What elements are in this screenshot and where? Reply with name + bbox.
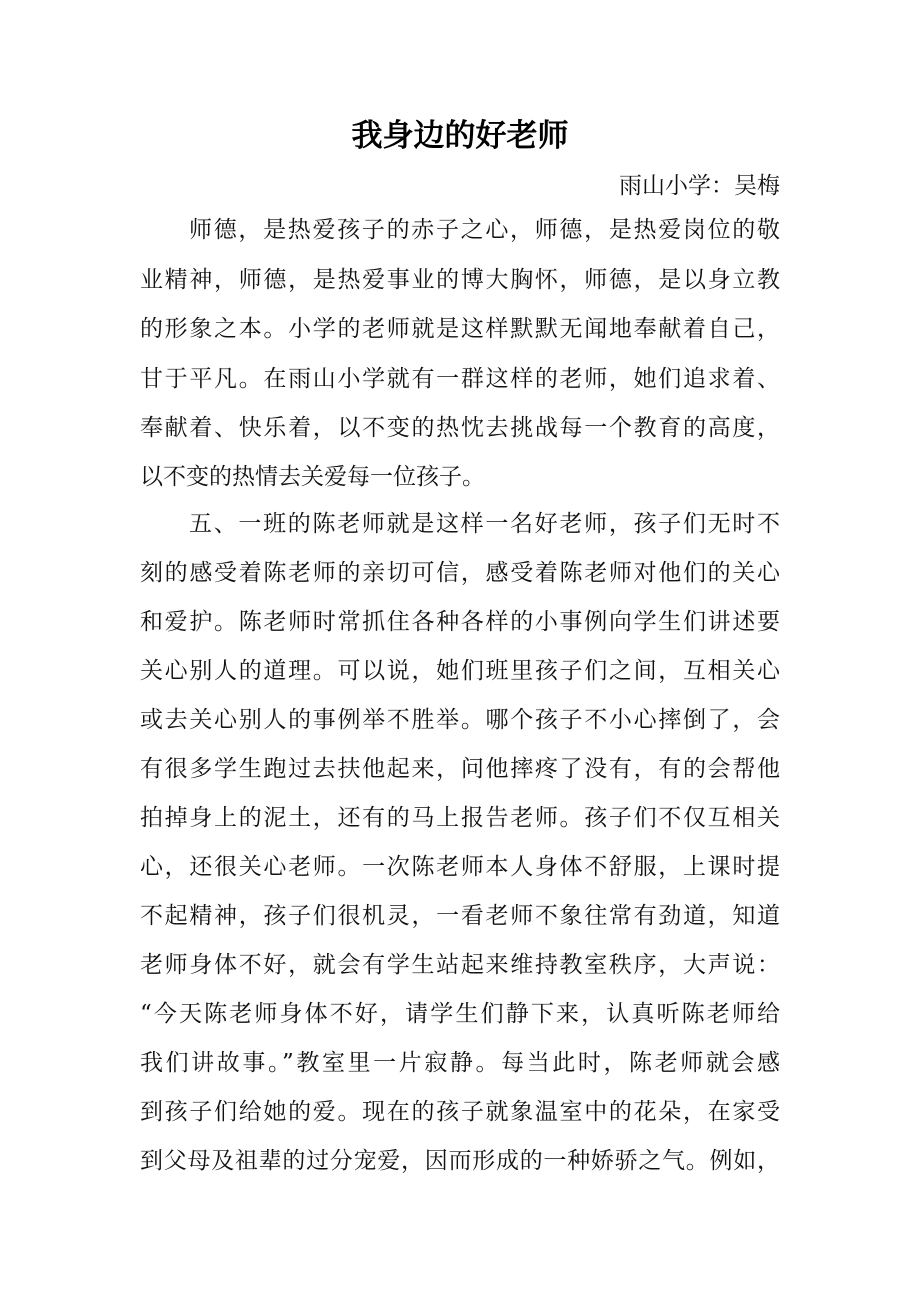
paragraph-2-line: 我们讲故事。”教室里一片寂静。每当此时，陈老师就会感: [140, 1050, 780, 1076]
paragraph-2-line: 老师身体不好，就会有学生站起来维持教室秩序，大声说：: [140, 952, 780, 978]
paragraph-2-line: “今天陈老师身体不好，请学生们静下来，认真听陈老师给: [140, 1001, 780, 1027]
paragraph-2-line: 和爱护。陈老师时常抓住各种各样的小事例向学生们讲述要: [140, 609, 780, 635]
paragraph-2-line: 到父母及祖辈的过分宠爱，因而形成的一种娇骄之气。例如，: [140, 1148, 780, 1174]
paragraph-2-line: 心，还很关心老师。一次陈老师本人身体不舒服，上课时提: [140, 854, 780, 880]
paragraph-2-line: 有很多学生跑过去扶他起来，问他摔疼了没有，有的会帮他: [140, 756, 780, 782]
paragraph-1-line: 甘于平凡。在雨山小学就有一群这样的老师，她们追求着、: [140, 366, 780, 392]
paragraph-1-line: 奉献着、快乐着，以不变的热忱去挑战每一个教育的高度，: [140, 415, 780, 441]
document-title: 我身边的好老师: [351, 118, 569, 154]
paragraph-2-line: 或去关心别人的事例举不胜举。哪个孩子不小心摔倒了，会: [140, 707, 780, 733]
paragraph-2-line: 刻的感受着陈老师的亲切可信，感受着陈老师对他们的关心: [140, 560, 780, 586]
paragraph-2-line: 拍掉身上的泥土，还有的马上报告老师。孩子们不仅互相关: [140, 805, 780, 831]
paragraph-2-line: 到孩子们给她的爱。现在的孩子就象温室中的花朵，在家受: [140, 1099, 780, 1125]
paragraph-1-line: 业精神，师德，是热爱事业的博大胸怀，师德，是以身立教: [140, 267, 780, 293]
paragraph-2-line: 关心别人的道理。可以说，她们班里孩子们之间，互相关心: [140, 658, 780, 684]
paragraph-1-line: 师德，是热爱孩子的赤子之心，师德，是热爱岗位的敬: [189, 217, 780, 243]
paragraph-1-line: 以不变的热情去关爱每一位孩子。: [140, 464, 485, 490]
author-line: 雨山小学：吴梅: [619, 173, 780, 199]
paragraph-1-line: 的形象之本。小学的老师就是这样默默无闻地奉献着自己，: [140, 316, 780, 342]
paragraph-2-line: 不起精神，孩子们很机灵，一看老师不象往常有劲道，知道: [140, 903, 780, 929]
paragraph-2-line: 五、一班的陈老师就是这样一名好老师，孩子们无时不: [189, 511, 780, 537]
